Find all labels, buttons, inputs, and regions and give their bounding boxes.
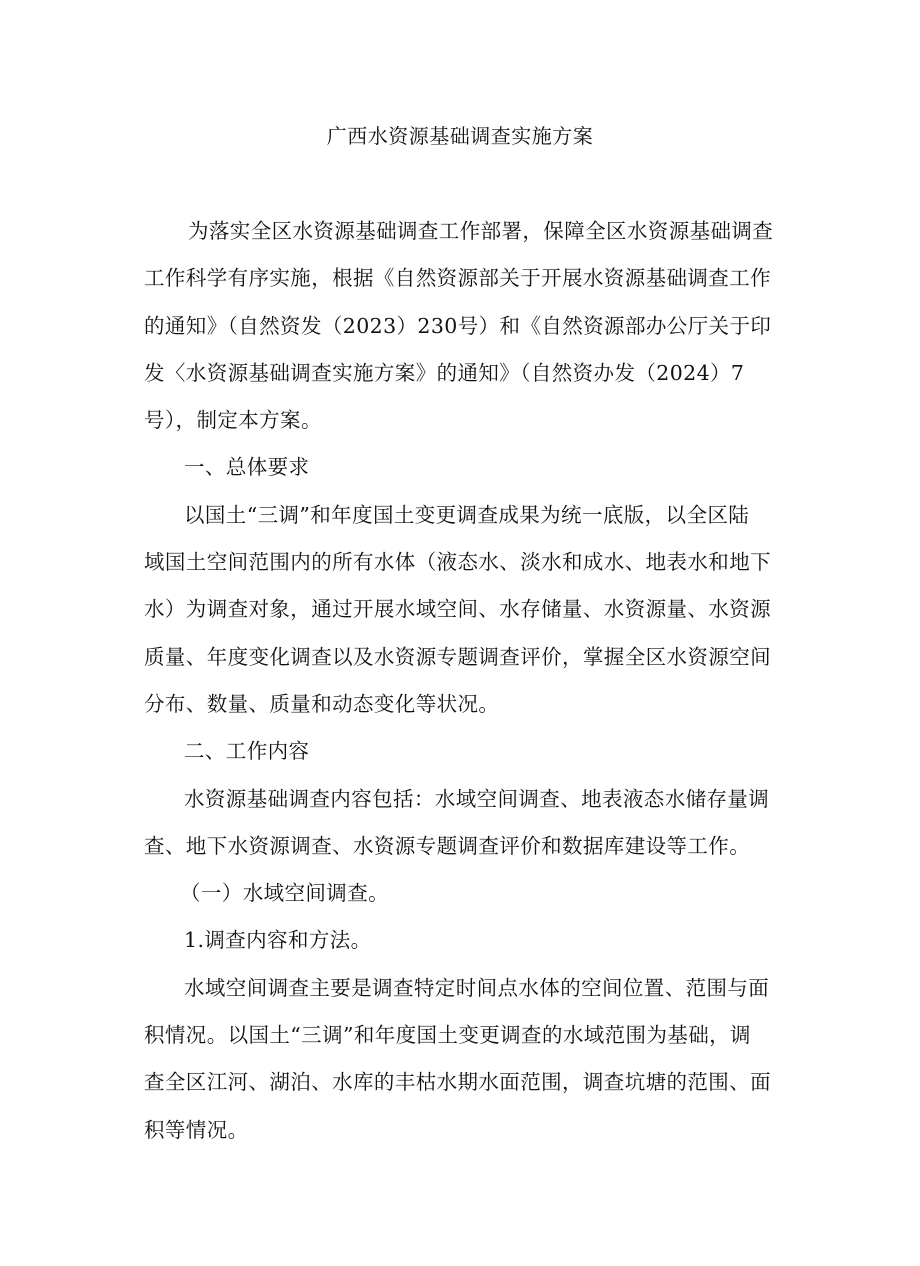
paragraph-line: 分布、数量、质量和动态变化等状况。 xyxy=(144,691,500,716)
paragraph-line: 的通知》（自然资发（2023）230号）和《自然资源部办公厅关于印 xyxy=(144,313,772,338)
document-body xyxy=(144,208,784,1154)
paragraph-line: 水资源基础调查内容包括：水域空间调查、地表液态水储存量调 xyxy=(184,786,770,811)
subsection-heading: 1.调查内容和方法。 xyxy=(184,928,372,953)
paragraph-line: 水）为调查对象，通过开展水域空间、水存储量、水资源量、水资源 xyxy=(144,597,771,622)
paragraph-line: 号），制定本方案。 xyxy=(144,408,322,433)
paragraph-line: 域国土空间范围内的所有水体（液态水、淡水和成水、地表水和地下 xyxy=(144,550,771,575)
paragraph-line: 发〈水资源基础调查实施方案》的通知》（自然资办发（2024）7 xyxy=(144,360,745,385)
section-heading: 二、工作内容 xyxy=(184,739,310,764)
section-heading: 一、总体要求 xyxy=(184,455,310,480)
subsection-heading: （一）水域空间调查。 xyxy=(180,881,389,906)
paragraph-line: 积等情况。 xyxy=(144,1117,249,1142)
document-title: 广西水资源基础调查实施方案 xyxy=(326,124,594,148)
paragraph-line: 水域空间调查主要是调查特定时间点水体的空间位置、范围与面 xyxy=(184,975,770,1000)
paragraph-line: 工作科学有序实施，根据《自然资源部关于开展水资源基础调查工作 xyxy=(144,266,771,291)
paragraph-line: 查全区江河、湖泊、水库的丰枯水期水面范围，调查坑塘的范围、面 xyxy=(144,1070,771,1095)
paragraph-line: 以国土“三调”和年度国土变更调查成果为统一底版，以全区陆 xyxy=(184,502,750,527)
paragraph-line: 积情况。以国土“三调”和年度国土变更调查的水域范围为基础，调 xyxy=(144,1023,751,1048)
paragraph-line: 质量、年度变化调查以及水资源专题调查评价，掌握全区水资源空间 xyxy=(144,644,771,669)
paragraph-line: 查、地下水资源调查、水资源专题调查评价和数据库建设等工作。 xyxy=(144,833,751,858)
paragraph-line: 为落实全区水资源基础调查工作部署，保障全区水资源基础调查 xyxy=(188,219,774,243)
